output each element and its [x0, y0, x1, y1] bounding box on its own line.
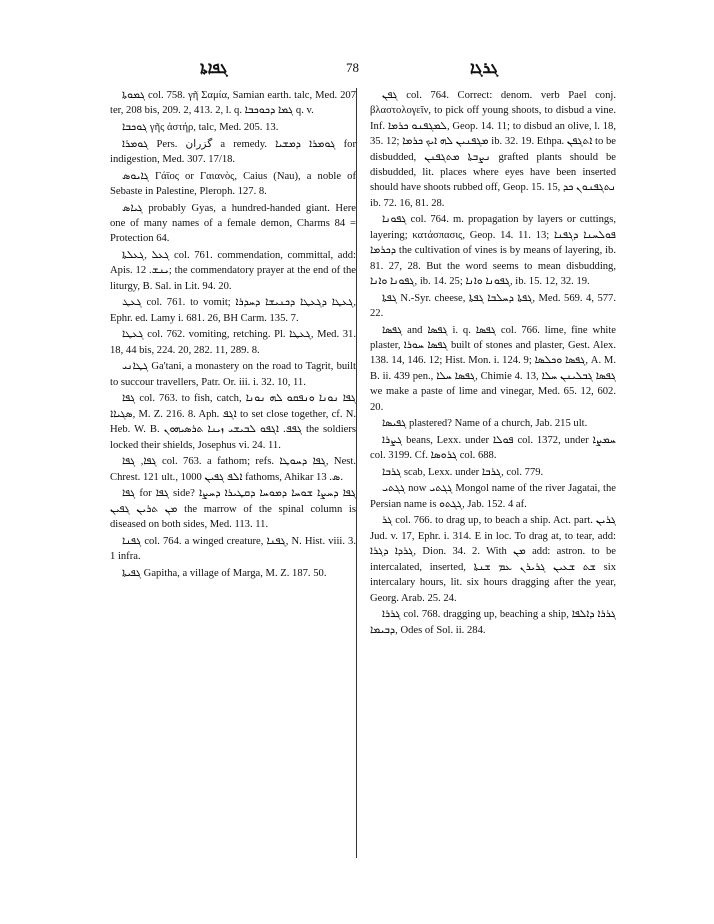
dictionary-entry: ܓܓܬܝ now ܓܓܬܝ Mongol name of the river Jagatai, the Persian name is ܓܓܬܘ, Jab. 152. 4 af.: [370, 483, 616, 510]
dictionary-entry: ܓܦܣܐ and ܓܦܣܐ i. q. ܓܦܣܐ col. 766. lime, fine white plaster, ܓܦܣܐ ܚܘܪܐ built of stones and plaster, Gest. Alex. 138. 14, 146. 12; Hist. Mon. i. 124. 9; ܓܦܣܐ ܘܟܠܣܐ, A. M. B. ii. 439 pen., ܓܦܣܐ ܚܠܐ, Chimie 4. 13, ܓܦܣܐ ܓܒܠܝܢܢ ܚܠܐ we make a paste of lime and vinegar, Med. 65. 12, 602. 20.: [370, 324, 617, 413]
dictionary-entry: ܓܦܢܐ col. 764. a winged creature, ܓܦܢܐ, N. Hist. viii. 3. 1 infra.: [110, 535, 356, 563]
dictionary-entry: ܓܘܟܒܐ γῆς ἀστήρ, talc, Med. 205. 13.: [122, 122, 279, 133]
column-divider: [356, 88, 357, 858]
page-number: 78: [346, 60, 359, 75]
dictionary-entry: ܓܥܛ col. 761. to vomit; ܓܥܛܐ ܕܓܥܛܐ ܕܟܢܝܫܐ ܕܚܕܪܐ, Ephr. ed. Lamy i. 681. 26, BH Carm. 135. 7.: [110, 297, 357, 324]
dictionary-entry: ܓܪܪܐ col. 768. dragging up, beaching a ship, ܓܪܪܐ ܕܐܠܦܐ ܕܒܝܡܐ, Odes of Sol. ii. 284.: [370, 609, 616, 636]
dictionary-entry: ܓܪܒܐ scab, Lexx. under ܓܪܒܐ, col. 779.: [382, 466, 544, 478]
running-head-right: ܓܪܓܐ: [470, 58, 499, 77]
dictionary-entry: ܓܦܐ col. 763. to fish, catch, ܓܦܐ ܢܘܢܐ ܘܢܦܩܘ ܠܗ ܢܘܢܐ ܣܓܝܐܐ, M. Z. 216. 8. Aph. ܐܓܦ to set close together, cf. N. Heb. W. B. ܓܦܦ. ܐܓܦܘ ܠܒܝܫܝ ܙܝܢܐ ܬܪܣܝܗܘܢ the soldiers locked their shields, Josephus vi. 24. 11.: [110, 393, 356, 451]
dictionary-entry: ܓܦܘܢܐ col. 764. m. propagation by layers or cuttings, layering; κατάσπασις, Geop. 14. 11. 13; ܦܘܠܚܢܐ ܕܓܦܢܐ ܕܟܪܡܐ the cultivation of vines is by means of layering, ib. 81. 27, 28. But the word seems to mean disbudding, ܓܦܘܢܐ ܘܐܢܐ, ib. 14. 25; ܓܦܘܢܐ ܘܐܢܐ, ib. 15. 12, 32. 19.: [370, 214, 616, 288]
dictionary-entry: ܓܦܝܣܐ plastered? Name of a church, Jab. 215 ult.: [382, 418, 588, 430]
dictionary-entry: ܓܛܐܢܝ Ga'tani, a monastery on the road to Tagrit, built to succour travellers, Patr. Or. iii. i. 32. 10, 11.: [110, 361, 356, 388]
left-column: [110, 88, 356, 582]
dictionary-entry: ܓܦܐ for ܓܦܐ side? ܓܦܐ ܕܚܨܐ ܫܘܚܐ ܕܡܘܚܐ ܕܩܛܝܪܐ ܕܚܨܐ ܡܢ ܬܪܝܢ ܓܦܝܢ the marrow of the spinal column is diseased on both sides, Med. 113. 11.: [110, 488, 356, 531]
dictionary-entry: ܓܦܬܐ N.-Syr. cheese, ܓܦܬܐ ܕܚܠܒܐ ܓܦܬܐ, Med. 569. 4, 577. 22.: [370, 292, 616, 320]
dictionary-entry: ܓܥܠ ,ܓܥܠܬܐ col. 761. commendation, committal, add: Apis. ܝܢܫ. 12; the commendatory prayer at the end of the liturgy, B. Sal. in Lit. 94. 20.: [110, 250, 357, 292]
running-head-left: ܓܦܐܬܐ: [200, 58, 228, 77]
dictionary-entry: ܓܡܘܬܐ col. 758. γῆ Σαμία, Samian earth. talc, Med. 207 ter, 208 bis, 209. 2, 413. 2, l. q. ܓܡܐ ܕܟܘܟܒܐ q. v.: [110, 90, 356, 117]
page-header: [0, 58, 714, 82]
dictionary-entry: ܓܦܐ, ܓܦܐ col. 763. a fathom; refs. ܓܦܐ ܕܚܘܛܐ, Nest. Chrest. 121 ult., ܐܠܦ ܓܦܝܢ 1000 fathoms, Ahikar ܣ. 13.: [110, 456, 356, 483]
dictionary-entry: ܓܝܐܣ probably Gyas, a hundred-handed giant. Here one of many names of a female demon, Charms 84 = Protection 64.: [110, 202, 356, 245]
dictionary-entry: ܓܥܛܐ col. 762. vomiting, retching. Pl. ܓܥܛܐ, Med. 31. 18, 44 bis, 224. 20, 282. 11, 289. 8.: [110, 329, 356, 356]
dictionary-entry: ܓܨܪܐ beans, Lexx. under ܦܘܠܐ col. 1372, under ܚܡܨܐ col. 3199. Cf. ܓܪܘܣܐ col. 688.: [370, 434, 616, 462]
dictionary-entry: ܓܦܢ col. 764. Correct: denom. verb Pael conj. βλαστολογεῖν, to pick off young shoots, to disbud a vine. Inf. ܠܡܓܦܢܘ ܟܪܡܐ, Geop. 14. 11; to disbud an olive, l. 18, 35. 12; ܡܓܦܢܝܢ ܠܗ ܐܝܟ ܟܪܡܐ ib. 32. 19. Ethpa. ܐܬܓܦܢ to be disbudded, ܢܨܒܬܐ ܡܬܓܦܢܢ grafted plants should be disbudded, lit. places where eyes have been inserted should have shoots rubbed off, Geop. 15. 15, ܢܬܓܦܢܘܢ ܟܕ ib. 72. 16, 81. 28.: [370, 90, 616, 209]
dictionary-entry: ܓܘܡܪܐ Pers. گزران a remedy. ܓܘܡܪܐ ܕܡܫܝܐ for indigestion, Med. 307. 17/18.: [110, 138, 356, 165]
dictionary-entry: ܓܐܝܘܣ Γάϊος or Γαιανὸς, Caius (Nau), a noble of Sebaste in Palestine, Pleroph. 127. 8.: [110, 170, 356, 197]
dictionary-entry: ܓܪ col. 766. to drag up, to beach a ship. Act. part. ܓܪܝܢ Jud. v. 17, Ephr. i. 314. E in loc. To drag at, to tear, add: ܓܪܕܐ ܕܓܪܐ, Dion. 34. 2. With ܡܢ add: astron. to be intercalated, inserted, ܫܬ ܫܥܝܢ ܓܪܝܪܢ ܥܡ ܫܢܬܐ six intercalary hours, lit. six hours dragging after the year, Georg. Arab. 25. 24.: [370, 515, 616, 604]
right-column: [370, 88, 616, 639]
dictionary-entry: ܓܦܝܬܐ Gapitha, a village of Marga, M. Z. 187. 50.: [122, 567, 327, 579]
